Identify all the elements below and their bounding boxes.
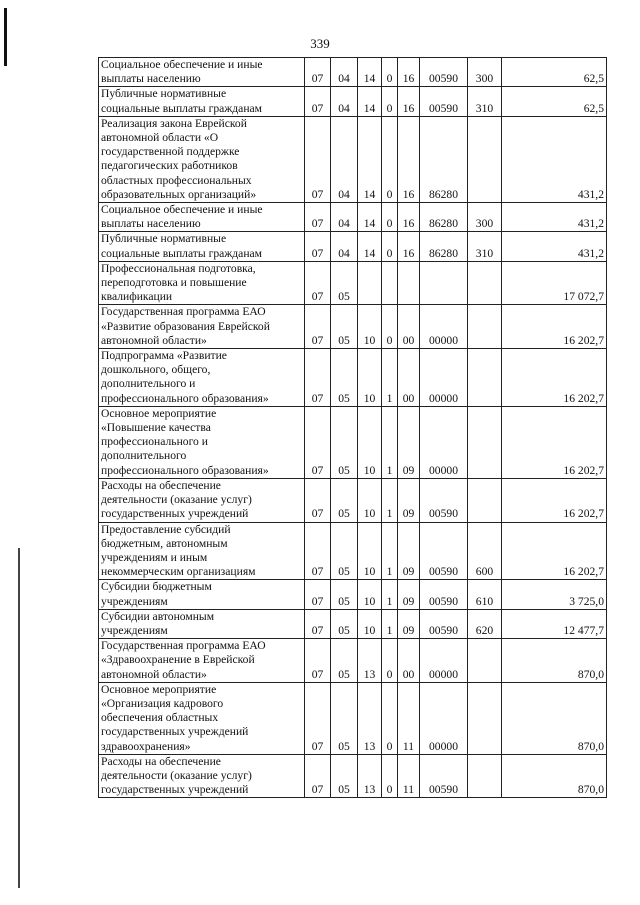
table-row [99,87,607,116]
expense-name-line: «Здравоохранение в Еврейской [101,653,255,667]
subprogram-code-cell [382,261,398,305]
expense-name-cell [99,406,305,478]
expense-type-code-cell: 310 [468,87,502,116]
table-row [99,682,607,754]
expense-name-line: педагогических работников [101,159,238,173]
program-code-cell: 10 [358,478,382,522]
subsection-code-cell: 05 [331,261,358,305]
direction-code-cell: 86280 [420,116,468,202]
subprogram-code-cell: 1 [382,349,398,407]
expense-type-code-cell [468,406,502,478]
activity-code-cell: 09 [398,478,420,522]
expense-name-line: Реализация закона Еврейской [101,116,247,130]
expense-name-line: автономной области» [101,667,207,681]
expense-name-line: обеспечения областных [101,711,219,725]
expense-name-line: государственных учреждений [101,507,249,521]
subsection-code-cell: 05 [331,639,358,683]
amount-cell: 870,0 [502,639,607,683]
expense-type-code-cell [468,754,502,798]
amount-cell: 870,0 [502,682,607,754]
expense-name-cell [99,305,305,349]
subprogram-code-cell: 1 [382,406,398,478]
table-row [99,116,607,202]
subsection-code-cell: 05 [331,522,358,580]
expense-name-cell [99,639,305,683]
expense-name-line: дошкольного, общего, [101,363,211,377]
expense-name-line: Подпрограмма «Развитие [101,349,227,363]
program-code-cell: 14 [358,232,382,261]
section-code-cell: 07 [305,203,331,232]
table-row [99,305,607,349]
activity-code-cell: 11 [398,754,420,798]
direction-code-cell: 00000 [420,639,468,683]
program-code-cell: 13 [358,682,382,754]
section-code-cell: 07 [305,754,331,798]
expense-name-line: Государственная программа ЕАО [101,639,266,653]
direction-code-cell: 00000 [420,682,468,754]
table-row [99,349,607,407]
table-row [99,58,607,87]
expense-name-cell [99,754,305,798]
subsection-code-cell: 05 [331,754,358,798]
direction-code-cell: 00590 [420,87,468,116]
expense-type-code-cell: 620 [468,609,502,638]
direction-code-cell: 00590 [420,522,468,580]
expense-name-line: выплаты населению [101,217,201,231]
section-code-cell: 07 [305,305,331,349]
program-code-cell: 14 [358,203,382,232]
budget-table [98,57,607,798]
section-code-cell: 07 [305,87,331,116]
expense-name-cell [99,232,305,261]
activity-code-cell: 00 [398,305,420,349]
direction-code-cell: 00000 [420,349,468,407]
subsection-code-cell: 04 [331,87,358,116]
expense-name-cell [99,349,305,407]
amount-cell: 62,5 [502,87,607,116]
section-code-cell: 07 [305,261,331,305]
expense-name-line: здравоохранения» [101,739,191,753]
expense-name-line: учреждениям [101,623,168,637]
expense-name-line: некоммерческим организациям [101,565,256,579]
expense-name-line: профессионального и [101,435,208,449]
expense-name-line: Расходы на обеспечение [101,754,221,768]
expense-name-line: Публичные нормативные [101,87,227,101]
program-code-cell: 10 [358,305,382,349]
subsection-code-cell: 04 [331,58,358,87]
program-code-cell: 14 [358,116,382,202]
subprogram-code-cell: 1 [382,580,398,609]
activity-code-cell: 09 [398,609,420,638]
section-code-cell: 07 [305,478,331,522]
expense-name-line: социальные выплаты гражданам [101,101,263,115]
expense-name-line: Основное мероприятие [101,682,217,696]
expense-name-line: Социальное обеспечение и иные [101,58,263,71]
page-number: 339 [310,36,330,51]
section-code-cell: 07 [305,639,331,683]
expense-type-code-cell [468,639,502,683]
expense-name-cell [99,203,305,232]
table-row [99,754,607,798]
amount-cell: 431,2 [502,116,607,202]
expense-name-line: Публичные нормативные [101,232,227,246]
direction-code-cell: 00000 [420,305,468,349]
expense-type-code-cell [468,116,502,202]
expense-name-line: бюджетным, автономным [101,536,228,550]
amount-cell: 17 072,7 [502,261,607,305]
expense-name-cell [99,580,305,609]
activity-code-cell: 00 [398,639,420,683]
program-code-cell: 10 [358,406,382,478]
expense-name-cell [99,682,305,754]
expense-type-code-cell [468,478,502,522]
activity-code-cell: 09 [398,522,420,580]
program-code-cell: 10 [358,349,382,407]
section-code-cell: 07 [305,609,331,638]
direction-code-cell: 86280 [420,232,468,261]
subsection-code-cell: 04 [331,203,358,232]
expense-name-line: автономной области «О [101,131,219,145]
expense-name-line: учреждениям и иным [101,550,208,564]
subprogram-code-cell: 0 [382,232,398,261]
expense-name-line: Основное мероприятие [101,406,217,420]
expense-type-code-cell: 610 [468,580,502,609]
table-row [99,261,607,305]
section-code-cell: 07 [305,580,331,609]
amount-cell: 431,2 [502,203,607,232]
expense-name-line: дополнительного и [101,377,196,391]
expense-name-line: социальные выплаты гражданам [101,246,263,260]
scan-edge-mark-left [18,548,20,888]
amount-cell: 16 202,7 [502,349,607,407]
expense-name-line: профессионального образования» [101,463,269,477]
program-code-cell: 13 [358,639,382,683]
expense-name-line: Предоставление субсидий [101,522,231,536]
table-row [99,203,607,232]
expense-name-line: учреждениям [101,594,168,608]
expense-type-code-cell [468,682,502,754]
subsection-code-cell: 05 [331,406,358,478]
expense-name-line: «Повышение качества [101,421,211,435]
program-code-cell: 14 [358,58,382,87]
expense-name-line: деятельности (оказание услуг) [101,493,252,507]
direction-code-cell: 00590 [420,609,468,638]
subsection-code-cell: 05 [331,580,358,609]
subsection-code-cell: 05 [331,349,358,407]
program-code-cell: 14 [358,87,382,116]
expense-name-cell [99,87,305,116]
subprogram-code-cell: 0 [382,116,398,202]
direction-code-cell: 00590 [420,58,468,87]
amount-cell: 16 202,7 [502,522,607,580]
expense-name-line: Государственная программа ЕАО [101,305,266,319]
expense-name-line: деятельности (оказание услуг) [101,768,252,782]
section-code-cell: 07 [305,232,331,261]
expense-name-line: «Развитие образования Еврейской [101,319,270,333]
expense-type-code-cell: 300 [468,58,502,87]
expense-name-line: Субсидии автономным [101,609,215,623]
direction-code-cell: 00590 [420,754,468,798]
expense-name-line: Социальное обеспечение и иные [101,203,263,217]
expense-name-cell [99,58,305,87]
expense-name-line: выплаты населению [101,72,201,86]
expense-name-line: образовательных организаций» [101,187,257,201]
activity-code-cell: 09 [398,406,420,478]
subprogram-code-cell: 0 [382,754,398,798]
program-code-cell [358,261,382,305]
section-code-cell: 07 [305,58,331,87]
activity-code-cell: 16 [398,116,420,202]
expense-name-line: Профессиональная подготовка, [101,261,256,275]
expense-type-code-cell [468,261,502,305]
expense-type-code-cell: 300 [468,203,502,232]
table-row [99,580,607,609]
expense-name-cell [99,261,305,305]
activity-code-cell: 16 [398,203,420,232]
subprogram-code-cell: 0 [382,682,398,754]
section-code-cell: 07 [305,349,331,407]
expense-name-cell [99,609,305,638]
section-code-cell: 07 [305,682,331,754]
amount-cell: 870,0 [502,754,607,798]
expense-name-cell [99,478,305,522]
expense-name-line: профессионального образования» [101,391,269,405]
activity-code-cell: 00 [398,349,420,407]
amount-cell: 16 202,7 [502,406,607,478]
amount-cell: 62,5 [502,58,607,87]
activity-code-cell [398,261,420,305]
direction-code-cell: 00000 [420,406,468,478]
program-code-cell: 10 [358,609,382,638]
subsection-code-cell: 05 [331,305,358,349]
table-row [99,478,607,522]
expense-name-line: дополнительного [101,449,187,463]
expense-name-line: «Организация кадрового [101,696,224,710]
subprogram-code-cell: 0 [382,305,398,349]
table-row [99,522,607,580]
expense-type-code-cell: 310 [468,232,502,261]
program-code-cell: 13 [358,754,382,798]
subsection-code-cell: 05 [331,682,358,754]
section-code-cell: 07 [305,116,331,202]
subsection-code-cell: 05 [331,478,358,522]
subprogram-code-cell: 1 [382,522,398,580]
budget-table-body [99,58,607,798]
expense-name-line: государственных учреждений [101,783,249,797]
amount-cell: 3 725,0 [502,580,607,609]
expense-name-line: квалификации [101,290,173,304]
amount-cell: 431,2 [502,232,607,261]
section-code-cell: 07 [305,522,331,580]
expense-name-line: переподготовка и повышение [101,276,247,290]
expense-type-code-cell: 600 [468,522,502,580]
expense-name-line: Субсидии бюджетным [101,580,212,594]
expense-name-cell [99,116,305,202]
subprogram-code-cell: 0 [382,87,398,116]
expense-name-line: Расходы на обеспечение [101,478,221,492]
subprogram-code-cell: 1 [382,609,398,638]
activity-code-cell: 11 [398,682,420,754]
expense-name-line: автономной области» [101,333,207,347]
program-code-cell: 10 [358,580,382,609]
subprogram-code-cell: 0 [382,639,398,683]
expense-name-line: областных профессиональных [101,173,252,187]
amount-cell: 12 477,7 [502,609,607,638]
activity-code-cell: 16 [398,87,420,116]
activity-code-cell: 09 [398,580,420,609]
section-code-cell: 07 [305,406,331,478]
amount-cell: 16 202,7 [502,305,607,349]
subsection-code-cell: 04 [331,116,358,202]
activity-code-cell: 16 [398,232,420,261]
subsection-code-cell: 04 [331,232,358,261]
program-code-cell: 10 [358,522,382,580]
expense-type-code-cell [468,349,502,407]
subprogram-code-cell: 0 [382,58,398,87]
subprogram-code-cell: 0 [382,203,398,232]
amount-cell: 16 202,7 [502,478,607,522]
direction-code-cell: 00590 [420,478,468,522]
table-row [99,609,607,638]
expense-name-line: государственных учреждений [101,725,249,739]
direction-code-cell [420,261,468,305]
expense-name-cell [99,522,305,580]
table-row [99,406,607,478]
direction-code-cell: 00590 [420,580,468,609]
table-row [99,639,607,683]
subprogram-code-cell: 1 [382,478,398,522]
table-row [99,232,607,261]
expense-name-line: государственной поддержке [101,145,240,159]
activity-code-cell: 16 [398,58,420,87]
expense-type-code-cell [468,305,502,349]
direction-code-cell: 86280 [420,203,468,232]
subsection-code-cell: 05 [331,609,358,638]
